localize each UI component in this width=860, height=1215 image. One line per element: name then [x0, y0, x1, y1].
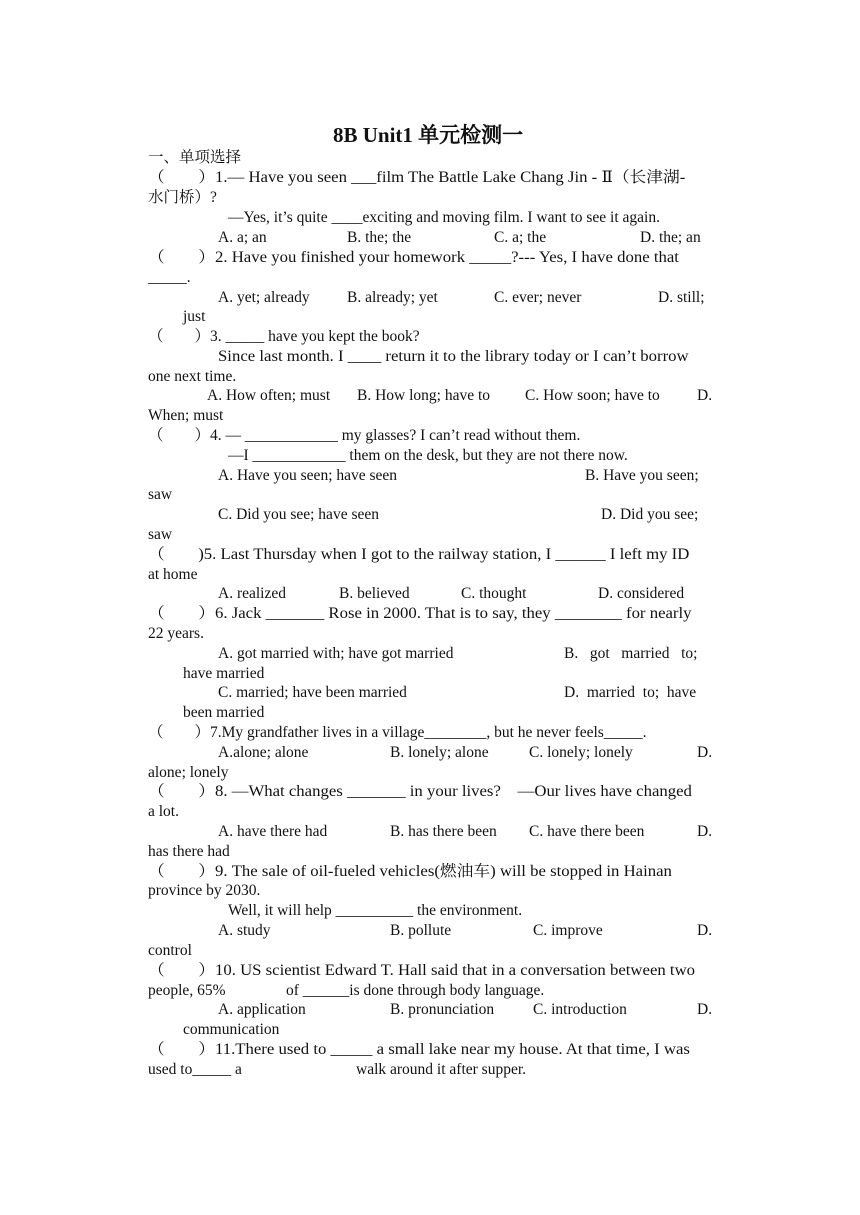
text-line: （ ）3. _____ have you kept the book? [148, 328, 420, 345]
text-line: C. ever; never [494, 289, 582, 306]
text-line: D. Did you see; [601, 506, 699, 523]
text-line: C. Did you see; have seen [218, 506, 379, 523]
text-line: A. realized [218, 585, 286, 602]
text-line: a lot. [148, 803, 179, 820]
text-line: A. study [218, 922, 271, 939]
text-line: Since last month. I ____ return it to the library today or I can’t borrow [218, 348, 689, 365]
text-line: —I ____________ them on the desk, but they are not there now. [228, 447, 628, 464]
text-line: （ ）8. —What changes _______ in your lives? —Our lives have changed [148, 783, 692, 800]
text-line: When; must [148, 407, 224, 424]
text-line: B. got married to; [564, 645, 698, 662]
text-line: （ ）1.— Have you seen ___film The Battle Lake Chang Jin - Ⅱ（长津湖- [148, 169, 686, 186]
text-line: D. married to; have [564, 684, 697, 701]
text-line: saw [148, 526, 173, 543]
page-title: 8B Unit1 单元检测一 [333, 123, 524, 147]
text-line: （ ）11.There used to _____ a small lake near my house. At that time, I was [148, 1041, 690, 1058]
text-line: D. [697, 744, 713, 761]
text-line: C. have there been [529, 823, 645, 840]
text-line: of ______is done through body language. [286, 982, 545, 999]
text-line: just [183, 308, 206, 325]
text-line: D. the; an [640, 229, 701, 246]
text-line: used to_____ a [148, 1061, 242, 1078]
text-line: A. got married with; have got married [218, 645, 454, 662]
text-line: A. How often; must [207, 387, 331, 404]
text-line: C. married; have been married [218, 684, 407, 701]
text-line: B. Have you seen; [585, 467, 699, 484]
text-line: A. application [218, 1001, 306, 1018]
text-line: —Yes, it’s quite ____exciting and moving film. I want to see it again. [228, 209, 660, 226]
text-line: B. How long; have to [357, 387, 491, 404]
text-line: communication [183, 1021, 280, 1038]
text-line: saw [148, 486, 173, 503]
text-line: D. [697, 823, 713, 840]
text-line: B. believed [339, 585, 410, 602]
text-line: B. already; yet [347, 289, 438, 306]
text-line: B. lonely; alone [390, 744, 489, 761]
text-line: 22 years. [148, 625, 204, 642]
text-line: C. How soon; have to [525, 387, 660, 404]
text-line: A. a; an [218, 229, 267, 246]
text-line: （ ）6. Jack _______ Rose in 2000. That is to say, they ________ for nearly [148, 605, 692, 622]
text-line: D. still; [658, 289, 705, 306]
text-line: walk around it after supper. [356, 1061, 527, 1078]
text-line: has there had [148, 843, 230, 860]
text-line: C. improve [533, 922, 603, 939]
text-line: Well, it will help __________ the environment. [228, 902, 523, 919]
text-line: D. [697, 922, 713, 939]
text-line: （ ）2. Have you finished your homework _____?--- Yes, I have done that [148, 249, 679, 266]
text-line: _____. [148, 269, 191, 286]
text-line: people, 65% [148, 982, 226, 999]
text-line: B. pollute [390, 922, 452, 939]
text-line: D. [697, 1001, 713, 1018]
text-line: C. lonely; lonely [529, 744, 633, 761]
text-line: D. considered [598, 585, 685, 602]
text-line: （ ）7.My grandfather lives in a village________, but he never feels_____. [148, 724, 647, 741]
text-line: D. [697, 387, 713, 404]
text-line: A. yet; already [218, 289, 310, 306]
text-line: C. introduction [533, 1001, 627, 1018]
text-line: control [148, 942, 192, 959]
text-line: B. pronunciation [390, 1001, 495, 1018]
text-line: A. have there had [218, 823, 328, 840]
text-line: C. a; the [494, 229, 547, 246]
text-line: have married [183, 665, 265, 682]
text-line: （ ）4. — ____________ my glasses? I can’t read without them. [148, 427, 581, 444]
text-line: A. Have you seen; have seen [218, 467, 398, 484]
text-line: been married [183, 704, 265, 721]
text-line: B. the; the [347, 229, 412, 246]
text-line: B. has there been [390, 823, 497, 840]
text-line: C. thought [461, 585, 527, 602]
text-line: one next time. [148, 368, 237, 385]
text-line: A.alone; alone [218, 744, 309, 761]
text-line: 水门桥）? [148, 189, 217, 206]
text-line: （ ）10. US scientist Edward T. Hall said that in a conversation between two [148, 962, 696, 979]
text-line: alone; lonely [148, 764, 229, 781]
text-line: at home [148, 566, 198, 583]
text-line: province by 2030. [148, 882, 261, 899]
section-heading: 一、单项选择 [148, 149, 242, 166]
text-line: （ ）9. The sale of oil-fueled vehicles(燃油车) will be stopped in Hainan [148, 863, 672, 880]
text-line: （ )5. Last Thursday when I got to the railway station, I ______ I left my ID [148, 546, 690, 563]
